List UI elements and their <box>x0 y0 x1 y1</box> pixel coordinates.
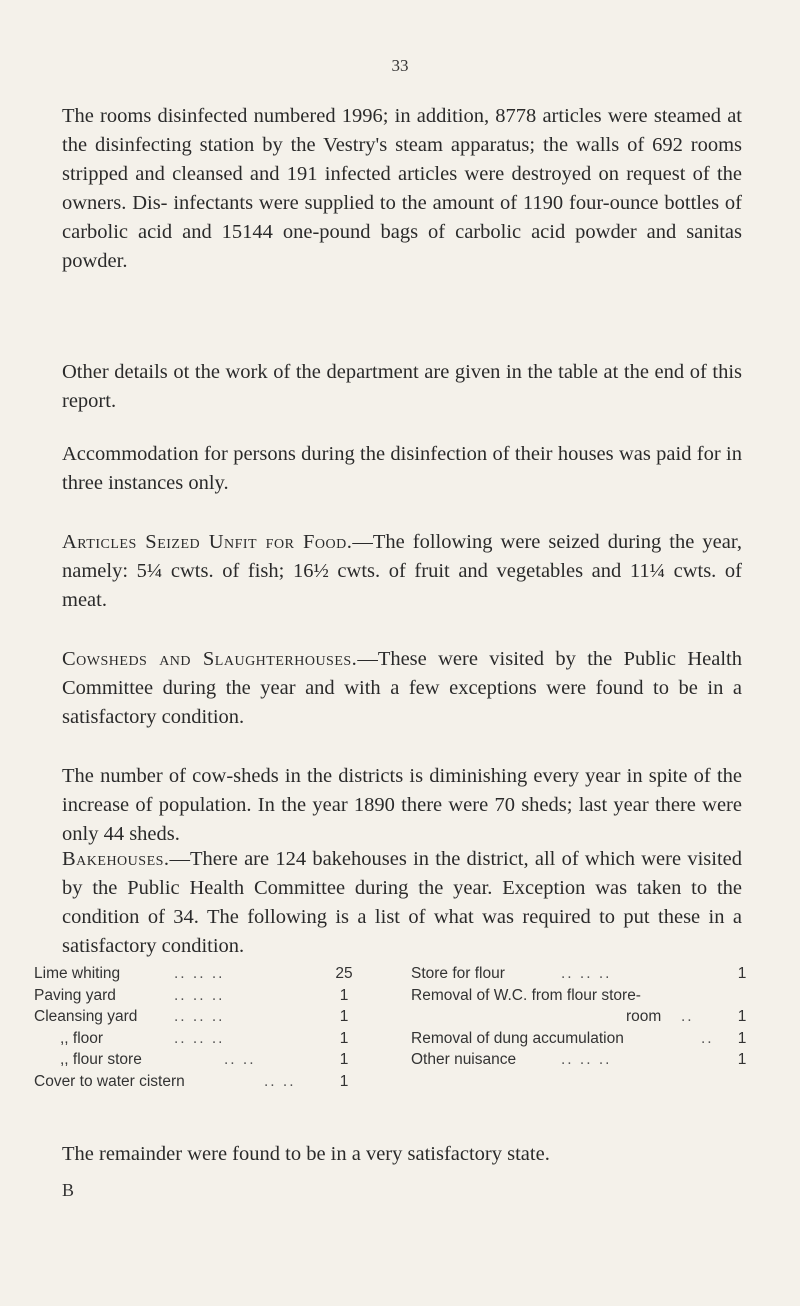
item-label: Cleansing yard <box>34 1008 138 1025</box>
list-item <box>34 1006 354 1028</box>
signature-mark: B <box>62 1180 75 1200</box>
item-label: Lime whiting <box>34 965 121 982</box>
item-dots: .. .. .. <box>174 1029 225 1047</box>
item-dots: .. .. .. <box>174 1008 225 1025</box>
list-item <box>34 1028 354 1050</box>
list-item <box>34 963 354 985</box>
item-value: 1 <box>339 1072 349 1090</box>
requirements-column-left <box>34 963 354 1092</box>
heading-articles-seized: Articles Seized Unfit for Food. <box>62 531 353 553</box>
heading-cowsheds: Cowsheds and Slaughterhouses. <box>62 648 358 670</box>
item-dots: .. .. .. <box>561 965 612 982</box>
text-articles-seized: —The following were seized during the year, namely: 5¼ cwts. of fish; 16½ cwts. of fruit and vegetables and 11¼ cwts. of meat. <box>62 531 742 611</box>
item-dots: .. .. <box>224 1051 256 1068</box>
list-item <box>411 1049 750 1071</box>
item-dots: .. .. .. <box>561 1051 612 1068</box>
list-item <box>411 1006 750 1028</box>
paragraph-accommodation: Accommodation for persons during the disinfection of their houses was paid for in three instances only. <box>62 443 742 494</box>
item-dots: .. .. .. <box>174 986 225 1004</box>
list-item <box>34 1049 354 1071</box>
item-value: 25 <box>335 965 353 982</box>
list-item <box>34 985 354 1007</box>
item-label: Cover to water cistern <box>34 1072 185 1090</box>
item-label: ,, flour store <box>60 1051 142 1068</box>
item-label: Removal of dung accumulation <box>411 1029 624 1047</box>
paragraph-disinfection: The rooms disinfected numbered 1996; in addition, 8778 articles were steamed at the disinfecting station by the Vestry's steam apparatus; the walls of 692 rooms stripped and cleansed and 191 infected articles were destroyed on request of the owners. Dis- infectants were supplied to the amount of 1190 four-ounce bottles of carbolic acid and 15144 one-pound bags of carbolic acid powder and sanitas powder. <box>62 105 742 272</box>
paragraph-other-details: Other details ot the work of the department are given in the table at the end of this report. <box>62 361 742 412</box>
item-value: 1 <box>339 1051 349 1068</box>
heading-bakehouses: Bakehouses. <box>62 848 170 870</box>
item-dots: .. <box>701 1029 714 1047</box>
item-value: 1 <box>737 1029 747 1047</box>
item-dots: .. .. .. <box>174 965 225 982</box>
item-value: 1 <box>737 1008 747 1025</box>
text-cowsheds: —These were visited by the Public Health Committee during the year and with a few exceptions were found to be in a satisfactory condition. <box>62 648 742 728</box>
list-item <box>411 963 750 985</box>
item-dots: .. .. <box>264 1072 296 1090</box>
item-value: 1 <box>737 965 747 982</box>
list-item <box>34 1071 354 1093</box>
list-item <box>411 985 750 1007</box>
page-number: 33 <box>391 56 409 75</box>
paragraph-remainder: The remainder were found to be in a very satisfactory state. <box>62 1143 550 1165</box>
item-value: 1 <box>339 1008 349 1025</box>
paragraph-cowsheds <box>62 645 742 732</box>
paragraph-bakehouses <box>62 845 742 961</box>
item-label: Paving yard <box>34 986 116 1004</box>
item-label: Other nuisance <box>411 1051 517 1068</box>
item-dots: .. <box>681 1008 694 1025</box>
item-label: Removal of W.C. from flour store- <box>411 986 641 1004</box>
paragraph-articles-seized <box>62 528 742 615</box>
item-value: 1 <box>339 986 349 1004</box>
paragraph-cowshed-numbers: The number of cow-sheds in the districts is diminishing every year in spite of the increase of population. In the year 1890 there were 70 sheds; last year there were only 44 sheds. <box>62 765 742 845</box>
requirements-column-right <box>411 963 750 1071</box>
item-label: room <box>626 1008 662 1025</box>
item-value: 1 <box>737 1051 747 1068</box>
list-item <box>411 1028 750 1050</box>
text-bakehouses: —There are 124 bakehouses in the district, all of which were visited by the Public Health Committee during the year. Exception was taken to the condition of 34. The following is a list of what was required to put these in a satisfactory condition. <box>62 848 742 957</box>
item-label: Store for flour <box>411 965 505 982</box>
item-label: ,, floor <box>60 1029 104 1047</box>
item-value: 1 <box>339 1029 349 1047</box>
